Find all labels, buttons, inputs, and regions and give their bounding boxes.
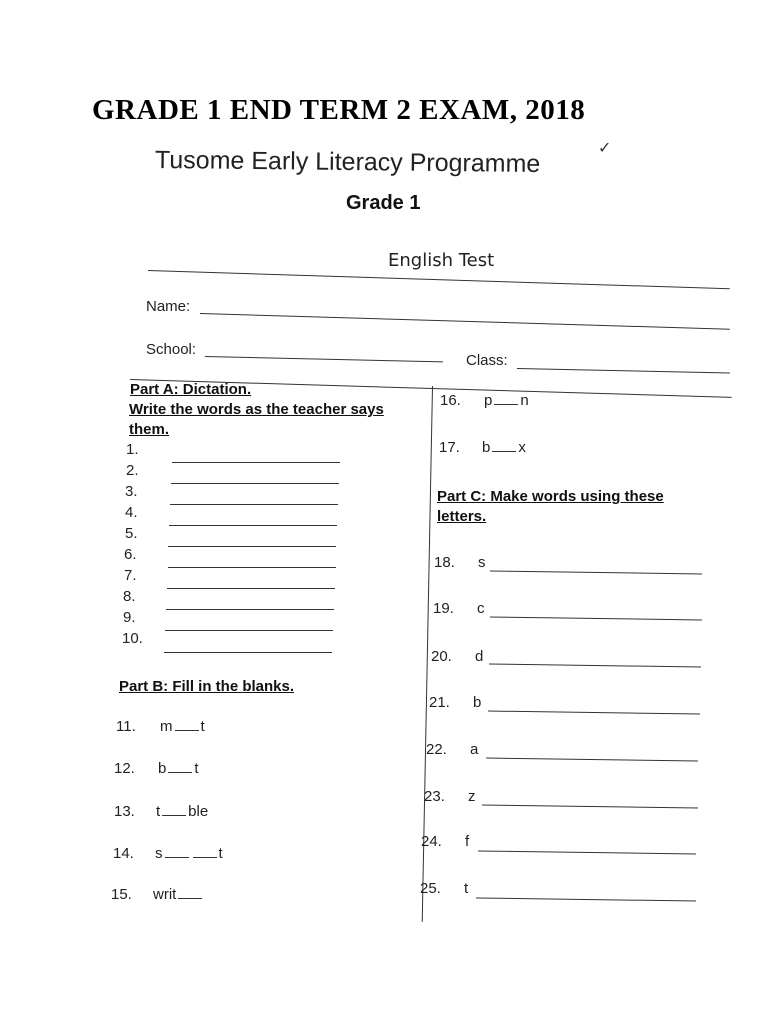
answer-line[interactable] [171,483,339,484]
blank-line[interactable] [175,718,199,731]
list-item [439,439,526,456]
blank-line[interactable] [193,845,217,858]
item-number: 12. [114,760,135,777]
item-prefix: b [482,439,491,456]
answer-line[interactable] [478,850,696,854]
blank-line[interactable] [165,845,189,858]
item-letter: s [478,554,486,571]
item-suffix: ble [188,803,209,820]
item-number: 15. [111,886,132,903]
list-item [125,483,138,500]
item-prefix: t [156,803,161,820]
item-number: 21. [429,694,450,711]
list-item [125,525,138,542]
item-number: 22. [426,741,447,758]
item-suffix: t [218,845,223,862]
item-prefix: s [155,845,163,862]
item-prefix: m [160,718,173,735]
answer-line[interactable] [168,546,336,547]
blank-line[interactable] [168,760,192,773]
answer-line[interactable] [167,588,335,589]
class-line[interactable] [517,368,730,373]
list-item [126,441,139,458]
answer-line[interactable] [166,609,334,610]
list-item [434,554,486,571]
answer-line[interactable] [172,462,340,463]
item-number: 19. [433,600,454,617]
item-number: 25. [420,880,441,897]
answer-line[interactable] [488,711,700,715]
list-item [113,845,223,862]
list-item [124,546,137,563]
list-item [429,694,481,711]
item-letter: c [477,600,485,617]
answer-line[interactable] [169,525,337,526]
part-c-heading [437,487,664,527]
list-item [420,880,468,897]
answer-line[interactable] [164,652,332,653]
item-number: 5. [125,525,138,542]
item-number: 13. [114,803,135,820]
school-line[interactable] [205,356,443,362]
item-number: 3. [125,483,138,500]
list-item [123,588,136,605]
item-number: 14. [113,845,134,862]
item-number: 2. [126,462,139,479]
tick-mark-icon: ✓ [598,140,612,157]
list-item [440,392,529,409]
item-suffix: t [200,718,205,735]
list-item [116,718,205,735]
item-prefix: p [484,392,493,409]
list-item [124,567,137,584]
item-number: 9. [123,609,136,626]
part-a-heading: Part A: Dictation. [130,381,252,398]
item-number: 6. [124,546,137,563]
item-letter: t [464,880,469,897]
blank-line[interactable] [494,392,518,405]
list-item [433,600,485,617]
test-title: English Test [388,250,495,271]
list-item [123,609,136,626]
part-c-heading-line2: letters. [437,508,487,525]
item-letter: z [468,788,476,805]
list-item [126,462,139,479]
part-c-heading-line1: Part C: Make words using these [437,488,664,505]
item-number: 7. [124,567,137,584]
answer-line[interactable] [490,571,702,575]
item-letter: b [473,694,482,711]
grade-label: Grade 1 [346,192,421,214]
answer-line[interactable] [476,897,696,901]
program-title: Tusome Early Literacy Programme [154,145,541,179]
exam-banner-title: GRADE 1 END TERM 2 EXAM, 2018 [92,94,586,126]
item-number: 8. [123,588,136,605]
header-rule [148,270,730,289]
list-item [114,803,208,820]
item-number: 18. [434,554,455,571]
answer-line[interactable] [168,567,336,568]
item-number: 10. [122,630,143,647]
list-item [122,630,143,647]
part-a-instruction [129,400,384,440]
name-line[interactable] [200,313,730,330]
blank-line[interactable] [178,886,202,899]
answer-line[interactable] [170,504,338,505]
part-a-instruction-line2: them. [129,421,170,438]
item-letter: a [470,741,479,758]
item-suffix: n [520,392,529,409]
list-item [114,760,199,777]
item-number: 11. [116,718,136,735]
blank-line[interactable] [162,803,186,816]
item-letter: d [475,648,484,665]
answer-line[interactable] [489,664,701,668]
list-item [424,788,476,805]
list-item [111,886,204,903]
item-prefix: b [158,760,167,777]
name-label: Name: [146,298,191,315]
item-number: 20. [431,648,452,665]
item-number: 17. [439,439,460,456]
item-number: 24. [421,833,442,850]
item-suffix: x [518,439,526,456]
list-item [431,648,483,665]
class-label: Class: [466,352,508,369]
item-prefix: writ [153,886,177,903]
school-label: School: [146,341,197,358]
item-letter: f [465,833,470,850]
list-item [426,741,478,758]
part-a-instruction-line1: Write the words as the teacher says [129,401,384,418]
item-number: 16. [440,392,461,409]
list-item [125,504,138,521]
answer-line[interactable] [482,804,698,808]
part-b-heading: Part B: Fill in the blanks. [119,678,295,695]
blank-line[interactable] [492,439,516,452]
item-number: 1. [126,441,139,458]
item-number: 23. [424,788,445,805]
answer-line[interactable] [165,630,333,631]
answer-line[interactable] [490,617,702,621]
answer-line[interactable] [486,758,698,762]
item-suffix: t [194,760,199,777]
item-number: 4. [125,504,138,521]
list-item [421,833,469,850]
